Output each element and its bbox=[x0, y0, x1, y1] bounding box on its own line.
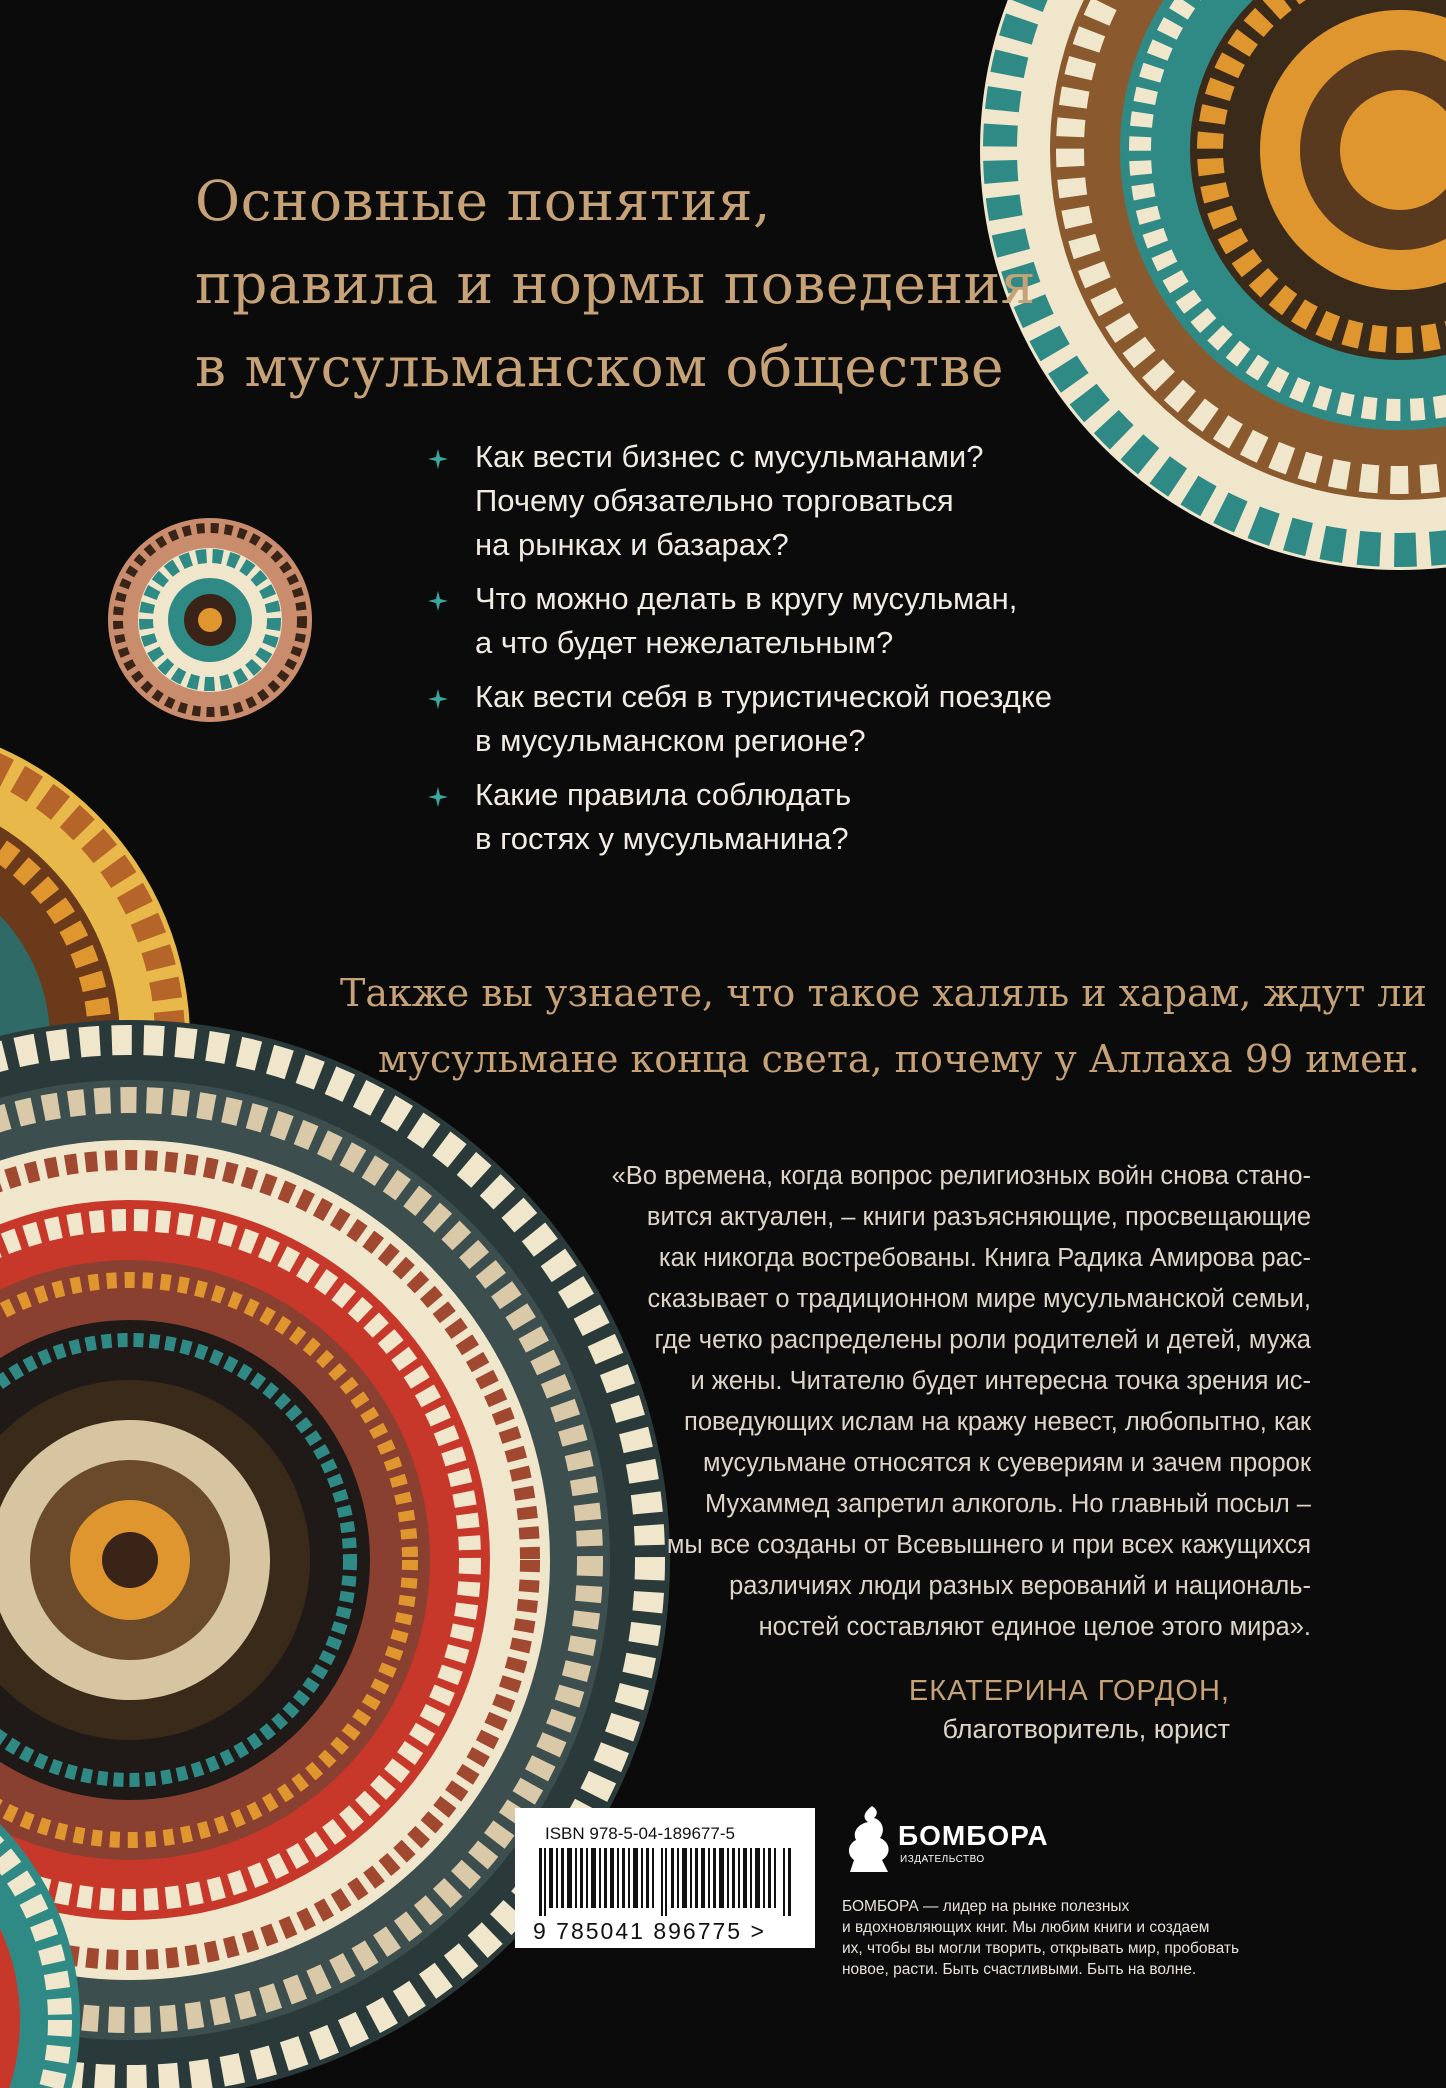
quote-line: сказывает о традиционном мире мусульманской семьи, bbox=[647, 1285, 1311, 1313]
headline-line: правила и нормы поведения bbox=[195, 252, 1036, 316]
quote-line: где четко распределены роли родителей и детей, мужа bbox=[654, 1326, 1311, 1354]
also-learn-text bbox=[340, 960, 1427, 1092]
barcode-panel bbox=[515, 1808, 815, 1948]
quote-attribution bbox=[909, 1672, 1230, 1748]
quote-line: вится актуален, – книги разъясняющие, просвещающие bbox=[646, 1203, 1311, 1231]
list-item-line: Как вести себя в туристической поездке bbox=[475, 679, 1053, 714]
list-item-line: а что будет нежелательным? bbox=[475, 625, 894, 660]
barcode-icon bbox=[539, 1848, 795, 1916]
star-flower-icon bbox=[428, 449, 448, 469]
list-item-line: Какие правила соблюдать bbox=[475, 777, 852, 812]
bombora-logo-icon bbox=[842, 1804, 896, 1874]
list-item bbox=[428, 773, 1428, 861]
publisher-name: БОМБОРА bbox=[898, 1820, 1049, 1851]
publisher-subtitle: ИЗДАТЕЛЬСТВО bbox=[900, 1854, 985, 1865]
list-item-line: Почему обязательно торговаться bbox=[475, 483, 954, 518]
publisher-desc-line: БОМБОРА — лидер на рынке полезных bbox=[842, 1898, 1130, 1915]
question-list bbox=[428, 435, 1428, 871]
publisher-desc-line: их, чтобы вы могли творить, открывать мир, пробовать bbox=[842, 1940, 1240, 1957]
list-item-line: на рынках и базарах? bbox=[475, 527, 789, 562]
mandala-small bbox=[108, 518, 312, 722]
list-item-line: Как вести бизнес с мусульманами? bbox=[475, 439, 984, 474]
quote-line: «Во времена, когда вопрос религиозных войн снова стано- bbox=[611, 1162, 1311, 1190]
list-item-line: в мусульманском регионе? bbox=[475, 723, 866, 758]
barcode-digits: 9 785041 896775 > bbox=[533, 1918, 766, 1944]
list-item bbox=[428, 435, 1428, 567]
star-flower-icon bbox=[428, 689, 448, 709]
list-item-line: Что можно делать в кругу мусульман, bbox=[475, 581, 1018, 616]
quote-line: поведующих ислам на кражу невест, любопытно, как bbox=[684, 1408, 1311, 1436]
headline-line: в мусульманском обществе bbox=[195, 335, 1005, 399]
headline bbox=[195, 160, 1095, 409]
quote-line: ностей составляют единое целое этого мира». bbox=[758, 1613, 1311, 1641]
quote-line: Мухаммед запретил алкоголь. Но главный посыл – bbox=[704, 1490, 1311, 1518]
quote-line: различиях люди разных верований и националь- bbox=[729, 1572, 1311, 1600]
quote-line: как никогда востребованы. Книга Радика Амирова рас- bbox=[658, 1244, 1311, 1272]
list-item bbox=[428, 675, 1428, 763]
publisher-description bbox=[842, 1896, 1282, 1980]
review-quote bbox=[411, 1156, 1311, 1648]
headline-line: Основные понятия, bbox=[195, 169, 771, 233]
list-item bbox=[428, 577, 1428, 665]
publisher-block bbox=[842, 1804, 1282, 1980]
quote-line: и жены. Читателю будет интересна точка зрения ис- bbox=[690, 1367, 1311, 1395]
author-name: ЕКАТЕРИНА ГОРДОН, bbox=[908, 1675, 1230, 1707]
isbn-number: ISBN 978-5-04-189677-5 bbox=[545, 1824, 735, 1843]
quote-line: мы все созданы от Всевышнего и при всех кажущихся bbox=[666, 1531, 1311, 1559]
publisher-desc-line: и вдохновляющих книг. Мы любим книги и создаем bbox=[842, 1919, 1210, 1936]
also-line: мусульмане конца света, почему у Аллаха 99 имен. bbox=[378, 1037, 1420, 1081]
publisher-logo bbox=[842, 1804, 1282, 1888]
publisher-desc-line: новое, расти. Быть счастливыми. Быть на волне. bbox=[842, 1961, 1197, 1978]
author-role: благотворитель, юрист bbox=[942, 1714, 1230, 1744]
star-flower-icon bbox=[428, 591, 448, 611]
also-line: Также вы узнаете, что такое халяль и харам, ждут ли bbox=[340, 971, 1427, 1015]
quote-line: мусульмане относятся к суевериям и зачем пророк bbox=[703, 1449, 1311, 1477]
star-flower-icon bbox=[428, 787, 448, 807]
list-item-line: в гостях у мусульманина? bbox=[475, 821, 849, 856]
